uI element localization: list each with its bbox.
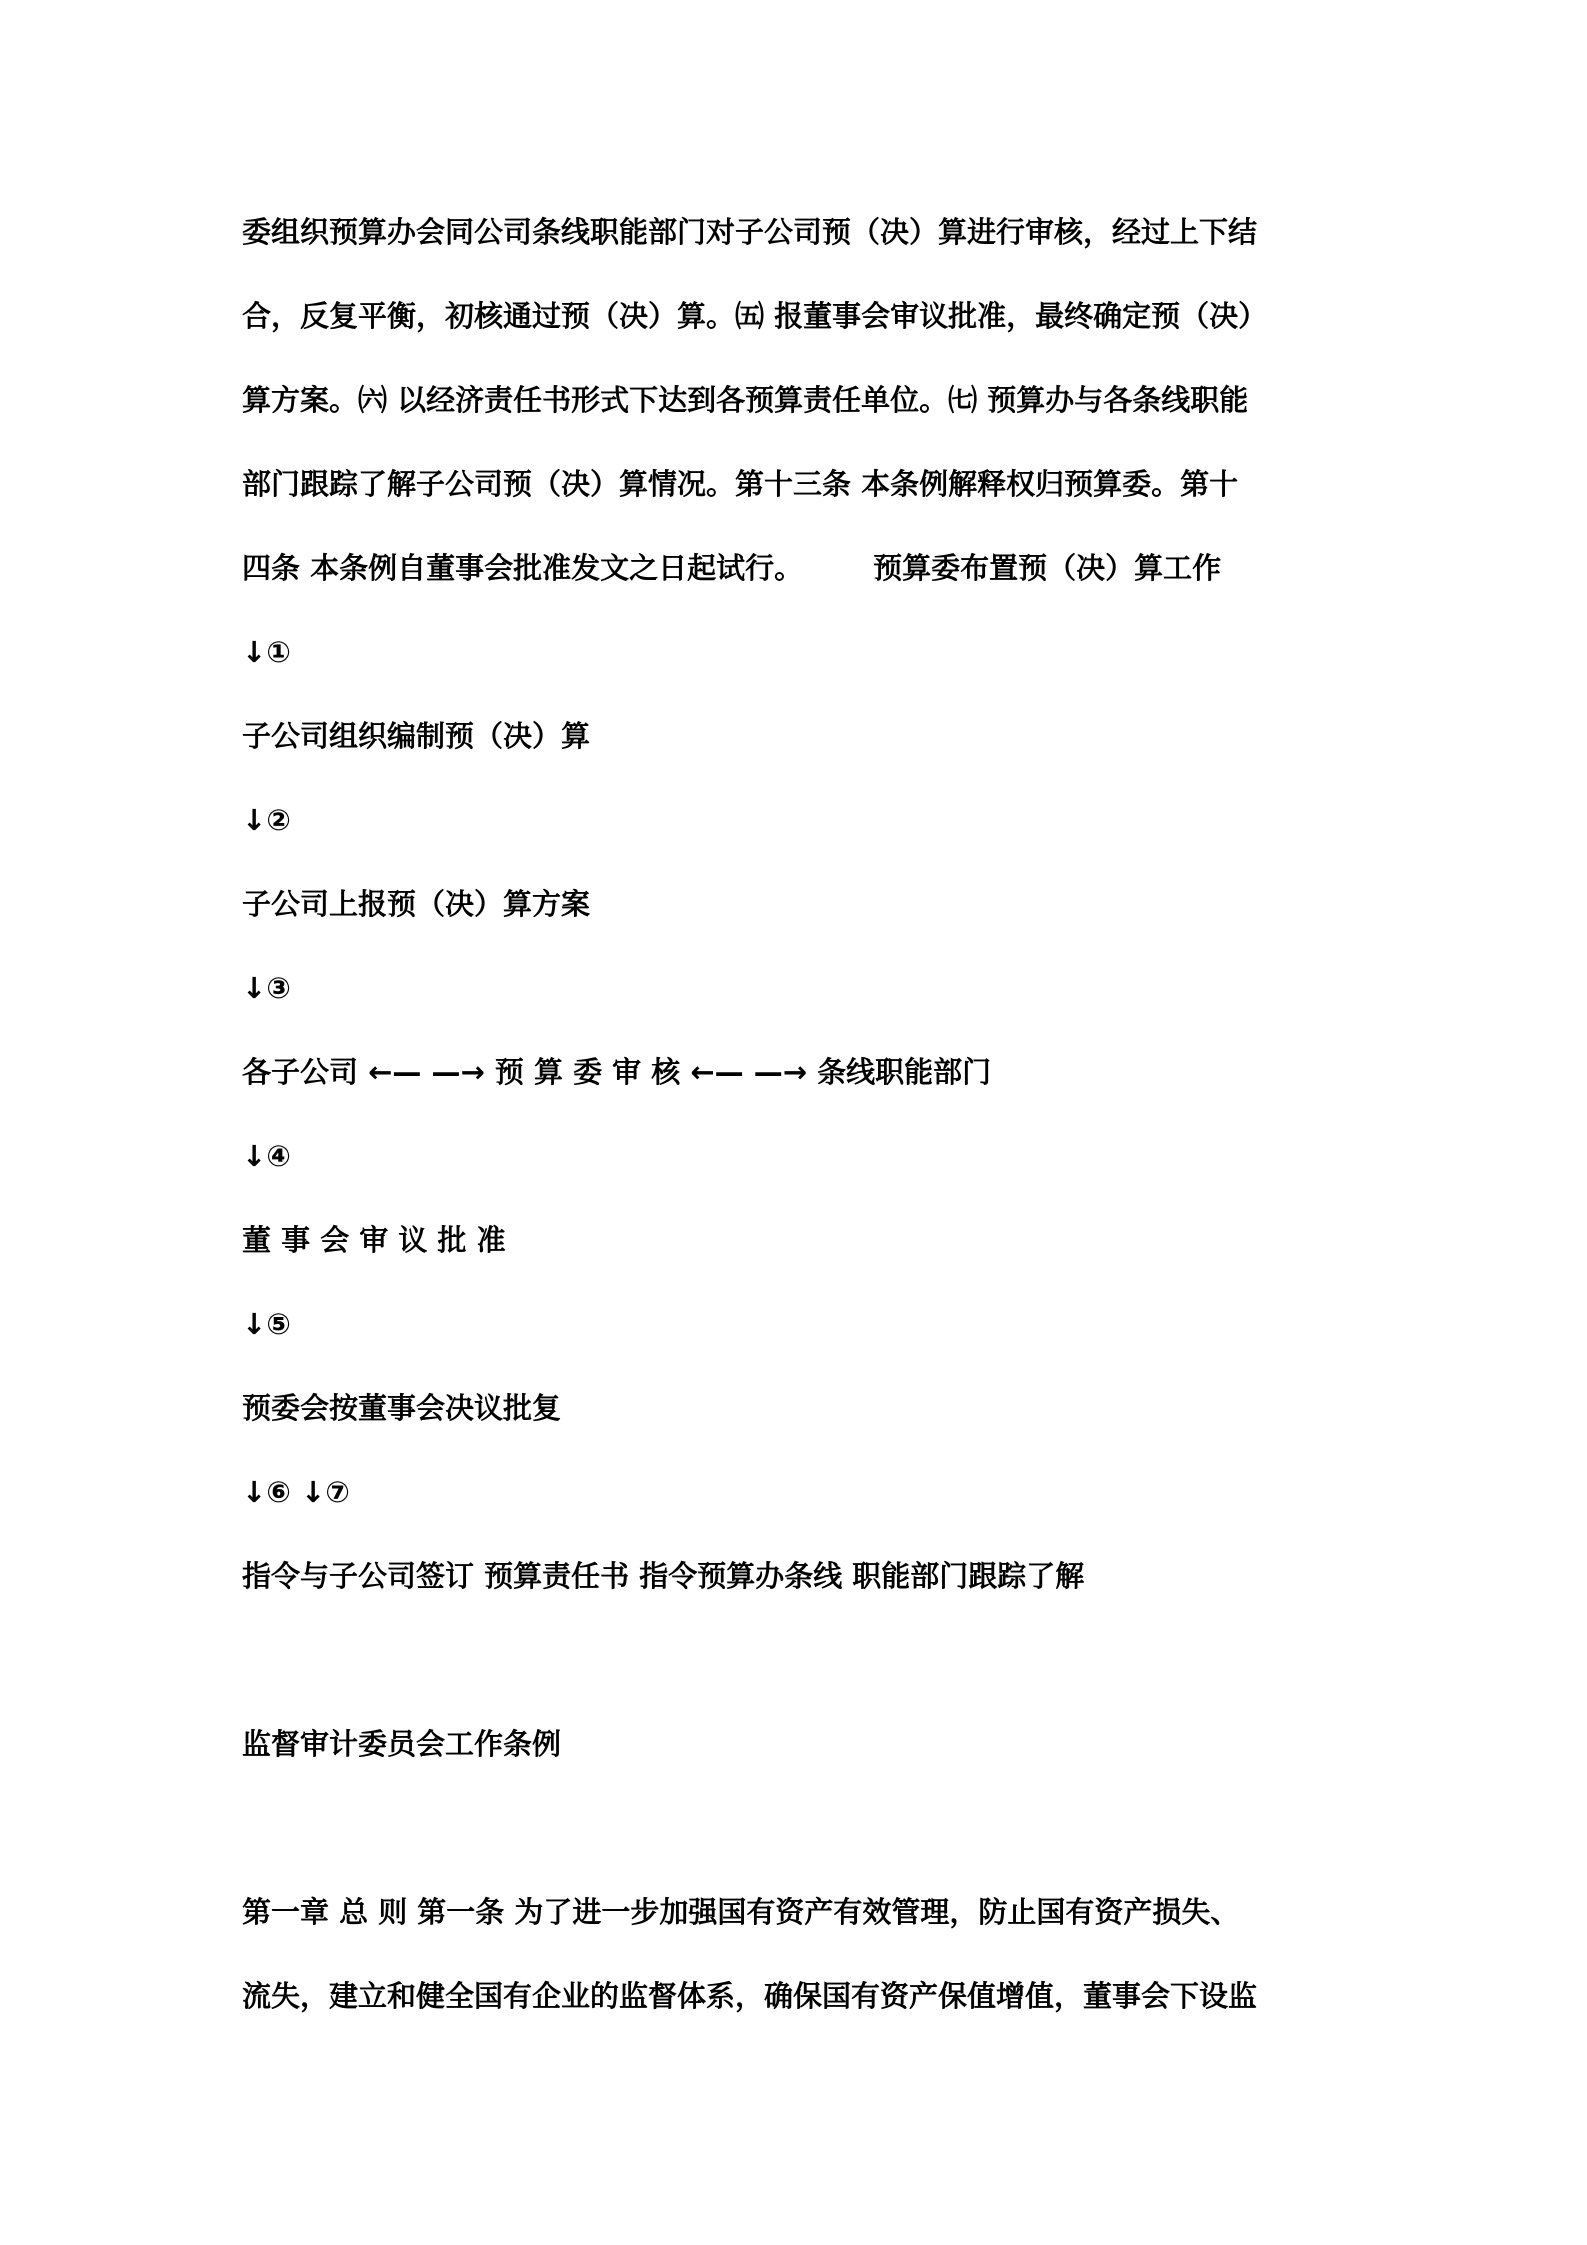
paragraph-line-5-text: 四条 本条例自董事会批准发文之日起试行。 — [242, 551, 804, 585]
flow-arrow-3: ↓③ — [242, 971, 291, 1005]
section-title: 监督审计委员会工作条例 — [242, 1727, 562, 1761]
paragraph-line-5 — [242, 548, 1221, 588]
flow-arrow-5: ↓⑤ — [242, 1307, 291, 1341]
flow-arrow-6-7: ↓⑥ ↓⑦ — [242, 1475, 350, 1509]
flowchart-start-label: 预算委布置预（决）算工作 — [873, 551, 1222, 585]
flow-step-2: 子公司上报预（决）算方案 — [242, 887, 591, 921]
flow-arrow-4: ↓④ — [242, 1139, 291, 1173]
flow-arrow-2: ↓② — [242, 803, 291, 837]
paragraph-line-2: 合，反复平衡，初核通过预（决）算。㈤ 报董事会审议批准，最终确定预（决） — [242, 299, 1268, 333]
flow-step-final: 指令与子公司签订 预算责任书 指令预算办条线 职能部门跟踪了解 — [242, 1559, 1085, 1593]
paragraph-line-3: 算方案。㈥ 以经济责任书形式下达到各预算责任单位。㈦ 预算办与各条线职能 — [242, 383, 1249, 417]
chapter-line-2: 流失，建立和健全国有企业的监督体系，确保国有资产保值增值，董事会下设监 — [242, 1979, 1258, 2013]
flow-step-1: 子公司组织编制预（决）算 — [242, 719, 591, 753]
paragraph-line-1: 委组织预算办会同公司条线职能部门对子公司预（决）算进行审核，经过上下结 — [242, 215, 1258, 249]
flow-step-3: 各子公司 ←— —→ 预 算 委 审 核 ←— —→ 条线职能部门 — [242, 1055, 992, 1089]
flow-step-5: 预委会按董事会决议批复 — [242, 1391, 562, 1425]
chapter-line-1: 第一章 总 则 第一条 为了进一步加强国有资产有效管理，防止国有资产损失、 — [242, 1895, 1240, 1929]
flow-step-4: 董 事 会 审 议 批 准 — [242, 1223, 506, 1257]
paragraph-line-4: 部门跟踪了解子公司预（决）算情况。第十三条 本条例解释权归预算委。第十 — [242, 467, 1239, 501]
flow-arrow-1: ↓① — [242, 635, 291, 669]
